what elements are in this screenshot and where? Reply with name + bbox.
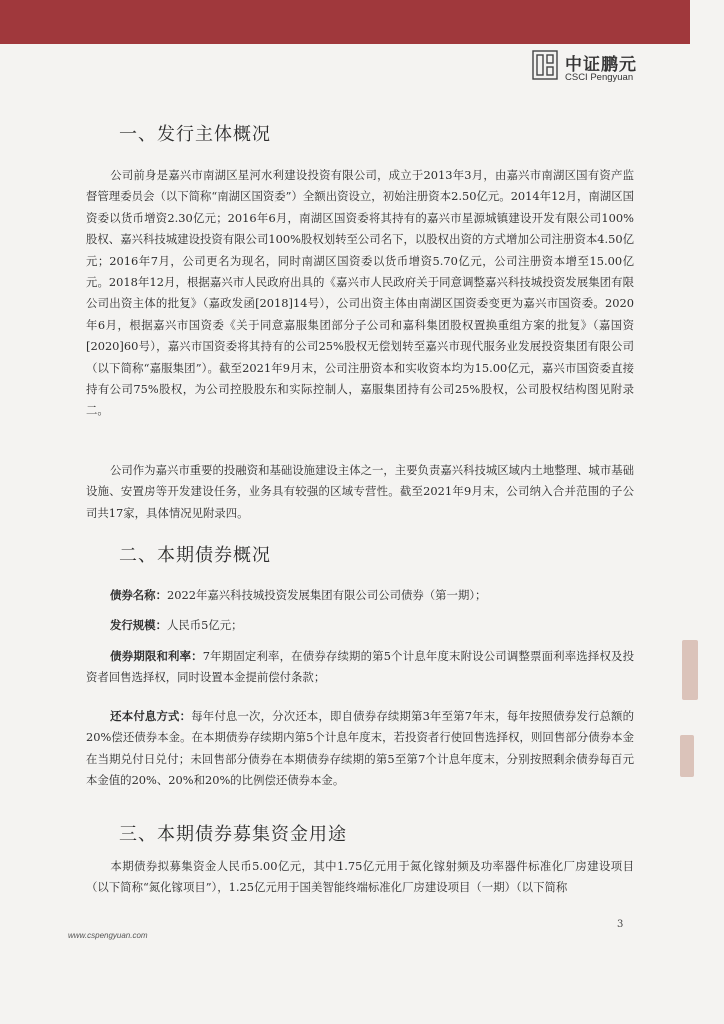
issuer-business-paragraph bbox=[86, 460, 634, 524]
repayment-value: 每年付息一次，分次还本，即自债券存续期第3年至第7年末，每年按照债券发行总额的20%偿还债券本金。在本期债券存续期内第5个计息年度末，若投资者行使回售选择权，则回售部分债券本金在当期兑付日兑付；未回售部分债券在本期债券存续期的第5至第7个计息年度末，分别按照剩余债券每百元本金值的20%、20%和20%的比例偿还债券本金。 bbox=[86, 709, 634, 788]
issuer-history-text: 公司前身是嘉兴市南湖区星河水利建设投资有限公司，成立于2013年3月，由嘉兴市南湖区国有资产监督管理委员会（以下简称“南湖区国资委”）全额出资设立，初始注册资本2.50亿元。2014年12月，南湖区国资委以货币增资2.30亿元；2016年6月，南湖区国资委将其持有的嘉兴市星源城镇建设开发有限公司100%股权、嘉兴科技城建设投资有限公司100%股权划转至公司名下，以股权出资的方式增加公司注册资本4.50亿元；2016年7月，公司更名为现名，同时南湖区国资委以货币增资5.70亿元，公司注册资本增至15.00亿元。2018年12月，根据嘉兴市人民政府出具的《嘉兴市人民政府关于同意调整嘉兴科技城投资发展集团有限公司出资主体的批复》（嘉政发函[2018]14号），公司出资主体由南湖区国资委变更为嘉兴市国资委。2020年6月，根据嘉兴市国资委《关于同意嘉服集团部分子公司和嘉科集团股权置换重组方案的批复》（嘉国资[2020]60号），嘉兴市国资委将其持有的公司25%股权无偿划转至嘉兴市现代服务业发展投资集团有限公司（以下简称“嘉服集团”）。截至2021年9月末，公司注册资本和实收资本均为15.00亿元，嘉兴市国资委直接持有公司75%股权，为公司控股股东和实际控制人，嘉服集团持有公司25%股权，公司股权结构图见附录二。 bbox=[86, 168, 634, 418]
footer-url: www.cspengyuan.com bbox=[68, 931, 148, 940]
section-heading-bond: 二、本期债券概况 bbox=[119, 545, 271, 566]
term-rate-label: 债券期限和利率： bbox=[110, 649, 203, 663]
issue-size-item bbox=[86, 615, 634, 636]
csci-logo-icon bbox=[532, 50, 558, 80]
term-rate-item bbox=[86, 646, 634, 689]
repayment-item bbox=[86, 706, 634, 792]
issuer-history-paragraph bbox=[86, 165, 634, 422]
section-heading-issuer: 一、发行主体概况 bbox=[119, 124, 271, 145]
proceeds-paragraph bbox=[86, 856, 634, 899]
issue-size-label: 发行规模： bbox=[110, 618, 167, 632]
bond-name-label: 债券名称： bbox=[110, 588, 167, 602]
issue-size-value: 人民币5亿元； bbox=[166, 618, 243, 632]
term-rate-value: 7年期固定利率，在债券存续期的第5个计息年度末附设公司调整票面利率选择权及投资者回售选择权，同时设置本金提前偿付条款； bbox=[86, 649, 634, 685]
page-number: 3 bbox=[617, 919, 624, 930]
seal-mark-upper bbox=[682, 640, 698, 700]
bond-name-item bbox=[86, 585, 634, 606]
brand-logo bbox=[532, 50, 682, 90]
proceeds-text: 本期债券拟募集资金人民币5.00亿元，其中1.75亿元用于氮化镓射频及功率器件标准化厂房建设项目（以下简称“氮化镓项目”），1.25亿元用于国美智能终端标准化厂房建设项目（一期）（以下简称 bbox=[86, 859, 634, 895]
brand-name-cn: 中证鹏元 bbox=[565, 55, 637, 75]
header-color-band bbox=[0, 0, 690, 44]
section-heading-proceeds: 三、本期债券募集资金用途 bbox=[119, 824, 347, 845]
seal-mark-lower bbox=[680, 735, 694, 777]
bond-name-value: 2022年嘉兴科技城投资发展集团有限公司公司债券（第一期）； bbox=[166, 588, 487, 602]
issuer-business-text: 公司作为嘉兴市重要的投融资和基础设施建设主体之一，主要负责嘉兴科技城区域内土地整理、城市基础设施、安置房等开发建设任务，业务具有较强的区域专营性。截至2021年9月末，公司纳入合并范围的子公司共17家，具体情况见附录四。 bbox=[86, 463, 634, 520]
repayment-label: 还本付息方式： bbox=[110, 709, 192, 723]
brand-name-en: CSCI Pengyuan bbox=[565, 72, 634, 83]
